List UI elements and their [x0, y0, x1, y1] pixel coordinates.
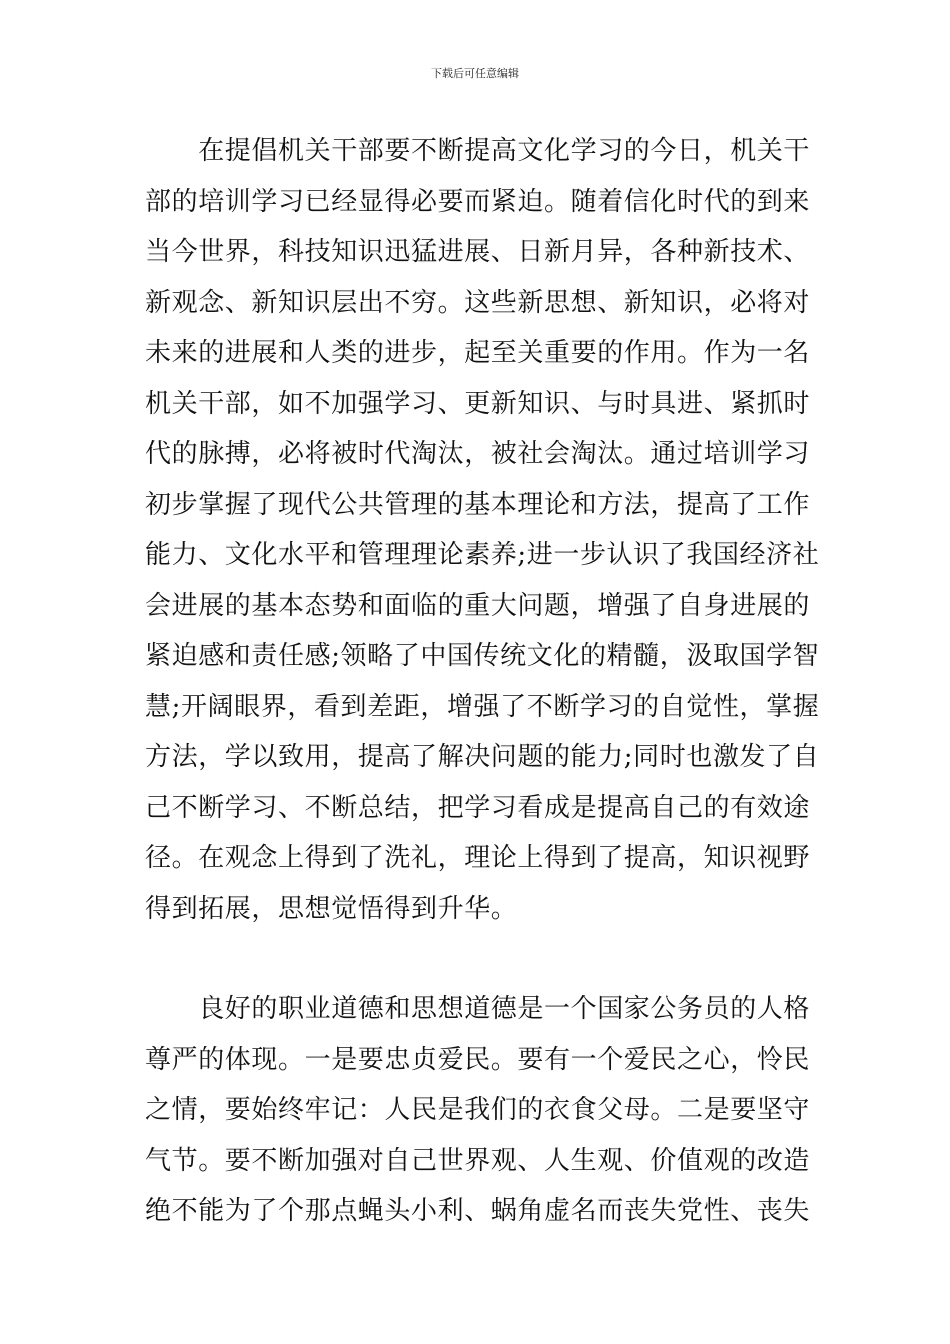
paragraph-1 — [145, 126, 820, 934]
text-line: 径。在观念上得到了洗礼，理论上得到了提高，知识视野 — [145, 843, 811, 873]
document-body — [145, 126, 820, 1237]
text-line: 气节。要不断加强对自己世界观、人生观、价值观的改造 — [145, 1145, 811, 1176]
text-line: 代的脉搏，必将被时代淘汰，被社会淘汰。通过培训学习 — [145, 439, 811, 469]
text-line: 得到拓展，思想觉悟得到升华。 — [145, 893, 518, 924]
text-line: 方法，学以致用，提高了解决问题的能力;同时也激发了自 — [145, 742, 820, 772]
text-line: 初步掌握了现代公共管理的基本理论和方法，提高了工作 — [145, 489, 811, 520]
text-line: 未来的进展和人类的进步，起至关重要的作用。作为一名 — [145, 338, 811, 368]
text-line: 紧迫感和责任感;领略了中国传统文化的精髓，汲取国学智 — [145, 641, 820, 671]
text-line: 机关干部，如不加强学习、更新知识、与时具进、紧抓时 — [145, 388, 811, 419]
text-line: 在提倡机关干部要不断提高文化学习的今日，机关干 — [145, 136, 811, 166]
paragraph-spacer — [145, 934, 815, 984]
text-line: 部的培训学习已经显得必要而紧迫。随着信化时代的到来 — [145, 186, 811, 217]
text-line: 尊严的体现。一是要忠贞爱民。要有一个爱民之心，怜民 — [145, 1044, 811, 1075]
text-line: 新观念、新知识层出不穷。这些新思想、新知识，必将对 — [145, 287, 811, 318]
text-line: 良好的职业道德和思想道德是一个国家公务员的人格 — [145, 994, 811, 1024]
paragraph-2 — [145, 984, 815, 1237]
text-line: 己不断学习、不断总结，把学习看成是提高自己的有效途 — [145, 792, 811, 823]
text-line: 能力、文化水平和管理理论素养;进一步认识了我国经济社 — [145, 540, 820, 570]
text-line: 当今世界，科技知识迅猛进展、日新月异，各种新技术、 — [145, 237, 811, 267]
text-line: 慧;开阔眼界，看到差距，增强了不断学习的自觉性，掌握 — [145, 691, 820, 722]
text-line: 之情，要始终牢记：人民是我们的衣食父母。二是要坚守 — [145, 1095, 811, 1125]
text-line: 绝不能为了个那点蝇头小利、蜗角虚名而丧失党性、丧失 — [145, 1196, 811, 1226]
text-line: 会进展的基本态势和面临的重大问题，增强了自身进展的 — [145, 590, 811, 621]
page-header: 下载后可任意编辑 — [431, 67, 519, 80]
